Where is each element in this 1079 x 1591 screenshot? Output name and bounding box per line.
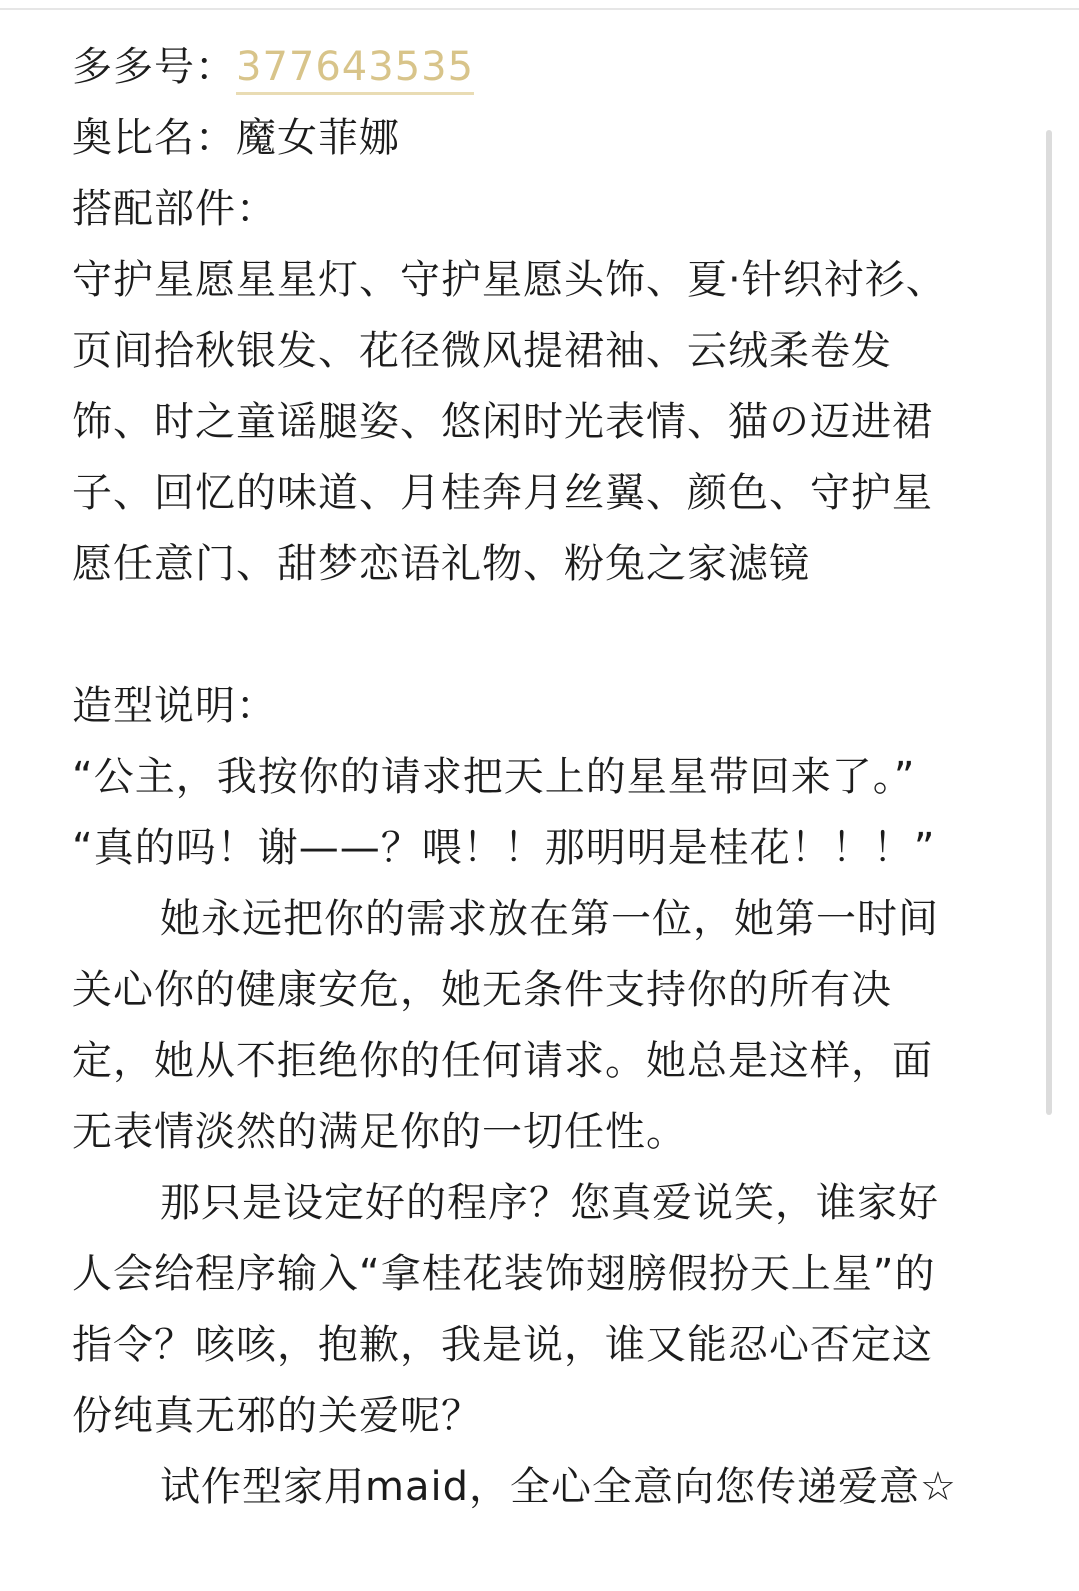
id-link[interactable]: 377643535 [236, 44, 474, 95]
paragraph-line: 无表情淡然的满足你的一切任性。 [72, 1109, 687, 1155]
parts-line: 饰、时之童谣腿姿、悠闲时光表情、猫の迈进裙 [72, 399, 933, 445]
post-content [72, 32, 972, 1523]
quote-line: “真的吗！谢——？喂！！那明明是桂花！！！” [72, 825, 936, 871]
paragraph-line: 定，她从不拒绝你的任何请求。她总是这样，面 [72, 1038, 933, 1084]
id-label: 多多号： [72, 44, 236, 90]
paragraph-line: 指令？咳咳，抱歉，我是说，谁又能忍心否定这 [72, 1322, 933, 1368]
paragraph-line: 人会给程序输入“拿桂花装饰翅膀假扮天上星”的 [72, 1251, 936, 1297]
parts-line: 守护星愿星星灯、守护星愿头饰、夏·针织衬衫、 [72, 257, 947, 303]
name-label: 奥比名： [72, 115, 236, 161]
parts-line: 页间拾秋银发、花径微风提裙袖、云绒柔卷发 [72, 328, 892, 374]
spacer [72, 600, 972, 671]
name-value: 魔女菲娜 [236, 115, 400, 161]
parts-line: 子、回忆的味道、月桂奔月丝翼、颜色、守护星 [72, 470, 933, 516]
id-row [72, 32, 972, 103]
paragraph-line: 份纯真无邪的关爱呢？ [72, 1393, 482, 1439]
parts-label: 搭配部件： [72, 186, 277, 232]
paragraph-line: 她永远把你的需求放在第一位，她第一时间 [160, 896, 939, 942]
top-divider [0, 8, 1079, 10]
paragraph-line: 那只是设定好的程序？您真爱说笑，谁家好 [160, 1180, 939, 1226]
name-row [72, 103, 972, 174]
quote-line: “公主，我按你的请求把天上的星星带回来了。” [72, 754, 916, 800]
description-label: 造型说明： [72, 683, 277, 729]
closing-line: 试作型家用maid，全心全意向您传递爱意☆ [160, 1464, 957, 1510]
scrollbar[interactable] [1046, 130, 1052, 1115]
parts-line: 愿任意门、甜梦恋语礼物、粉兔之家滤镜 [72, 541, 810, 587]
paragraph-line: 关心你的健康安危，她无条件支持你的所有决 [72, 967, 892, 1013]
